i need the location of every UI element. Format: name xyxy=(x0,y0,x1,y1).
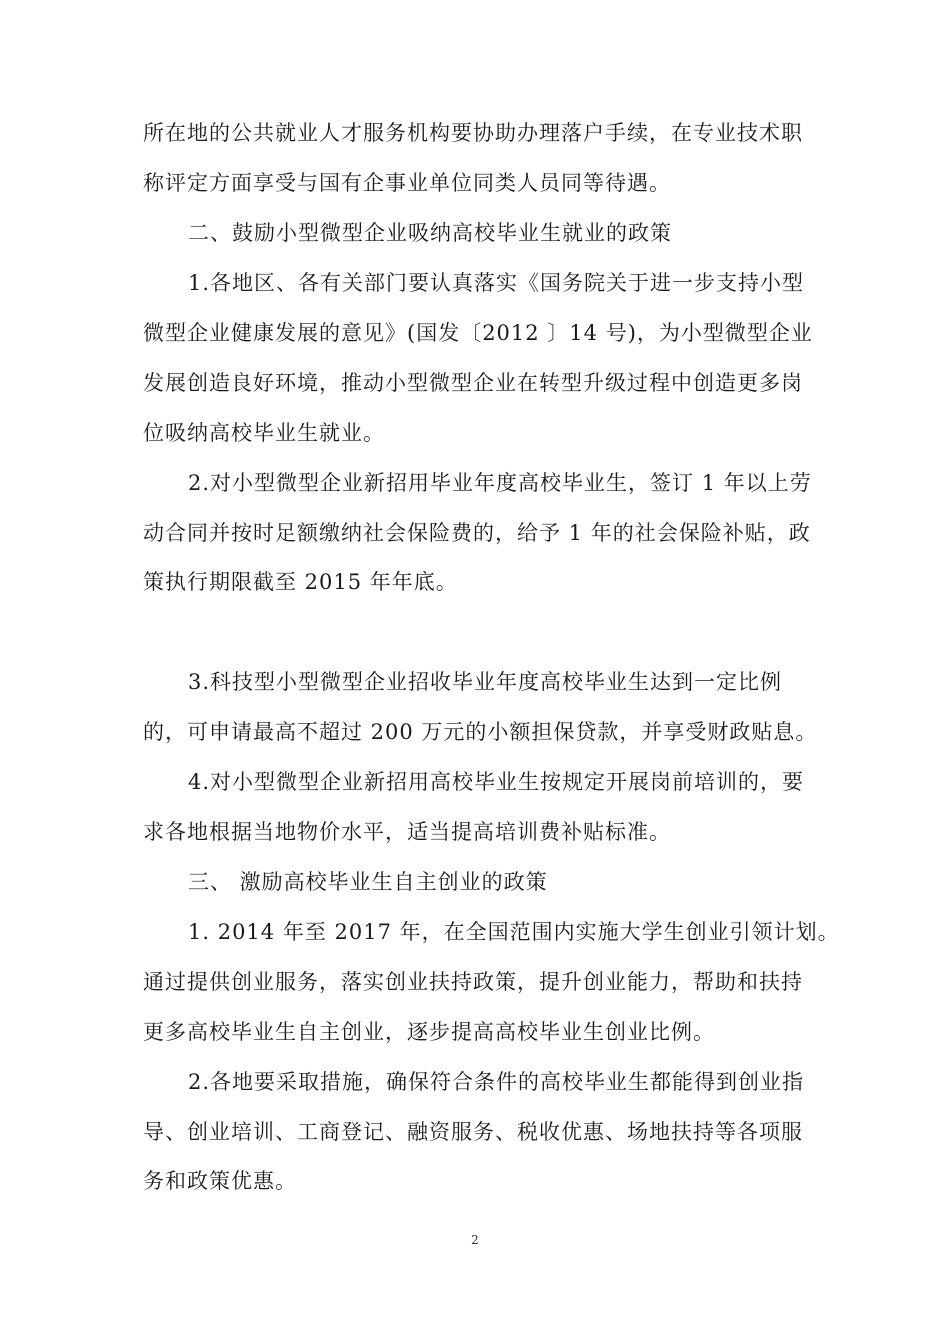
text-line: 的，可申请最高不超过 200 万元的小额担保贷款，并享受财政贴息。 xyxy=(143,720,818,744)
text-line: 所在地的公共就业人才服务机构要协助办理落户手续，在专业技术职 xyxy=(143,121,803,145)
text-line: 策执行期限截至 2015 年年底。 xyxy=(143,570,458,594)
text-line: 务和政策优惠。 xyxy=(143,1169,297,1193)
page-number: 2 xyxy=(471,1233,479,1247)
section-heading: 三、 激励高校毕业生自主创业的政策 xyxy=(188,870,548,894)
text-line: 动合同并按时足额缴纳社会保险费的，给予 1 年的社会保险补贴，政 xyxy=(143,521,811,545)
text-line: 称评定方面享受与国有企事业单位同类人员同等待遇。 xyxy=(143,171,671,195)
text-line: 微型企业健康发展的意见》(国发〔2012 〕14 号)，为小型微型企业 xyxy=(143,321,813,345)
text-line: 导、创业培训、工商登记、融资服务、税收优惠、场地扶持等各项服 xyxy=(143,1120,803,1144)
text-line: 2.各地要采取措施，确保符合条件的高校毕业生都能得到创业指 xyxy=(188,1070,805,1094)
text-line: 通过提供创业服务，落实创业扶持政策，提升创业能力，帮助和扶持 xyxy=(143,970,803,994)
text-line: 2.对小型微型企业新招用毕业年度高校毕业生，签订 1 年以上劳 xyxy=(188,471,812,495)
text-line: 3.科技型小型微型企业招收毕业年度高校毕业生达到一定比例 xyxy=(188,670,783,694)
text-line: 发展创造良好环境，推动小型微型企业在转型升级过程中创造更多岗 xyxy=(143,371,803,395)
text-line: 4.对小型微型企业新招用高校毕业生按规定开展岗前培训的，要 xyxy=(188,770,805,794)
text-line: 更多高校毕业生自主创业，逐步提高高校毕业生创业比例。 xyxy=(143,1020,715,1044)
text-line: 位吸纳高校毕业生就业。 xyxy=(143,421,385,445)
text-line: 1.各地区、各有关部门要认真落实《国务院关于进一步支持小型 xyxy=(188,271,805,295)
text-line: 求各地根据当地物价水平，适当提高培训费补贴标准。 xyxy=(143,820,671,844)
text-line: 1. 2014 年至 2017 年，在全国范围内实施大学生创业引领计划。 xyxy=(188,920,840,944)
section-heading: 二、鼓励小型微型企业吸纳高校毕业生就业的政策 xyxy=(188,221,672,245)
